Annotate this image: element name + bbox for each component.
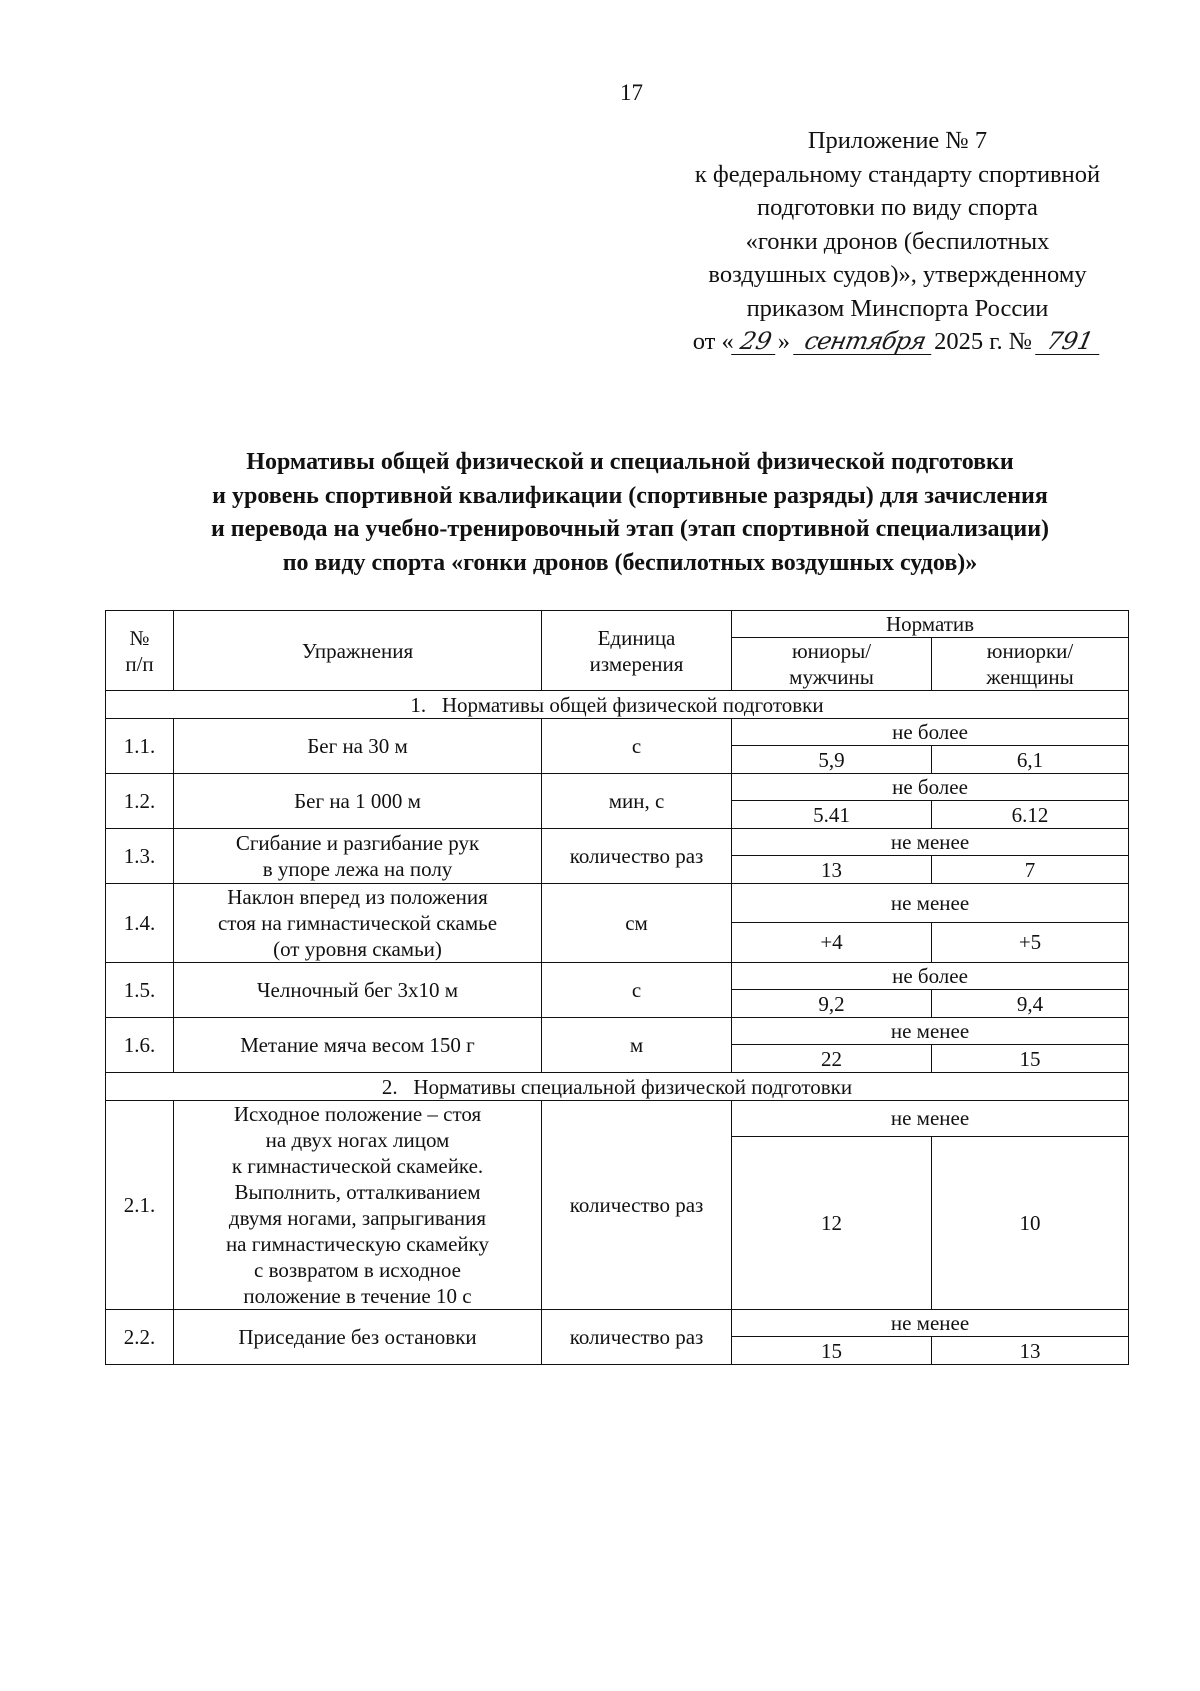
row-unit: см	[542, 884, 732, 963]
header-unit: Единица измерения	[542, 611, 732, 691]
title-line: по виду спорта «гонки дронов (беспилотных воздушных судов)»	[282, 549, 978, 576]
table-row	[106, 1018, 1129, 1045]
handwritten-month: сентября	[793, 328, 937, 355]
value-men: 5.41	[732, 801, 932, 829]
row-number: 1.3.	[106, 829, 174, 884]
row-unit: м	[542, 1018, 732, 1073]
handwritten-order-number: 791	[1035, 328, 1105, 355]
row-exercise: Бег на 1 000 м	[174, 774, 542, 829]
row-number: 1.2.	[106, 774, 174, 829]
row-exercise: Бег на 30 м	[174, 719, 542, 774]
row-unit: количество раз	[542, 829, 732, 884]
row-unit: количество раз	[542, 1101, 732, 1310]
table-row	[106, 1310, 1129, 1337]
value-women: 15	[932, 1045, 1129, 1073]
header-men: юниоры/ мужчины	[732, 638, 932, 691]
value-women: 6,1	[932, 746, 1129, 774]
row-exercise: Сгибание и разгибание рук в упоре лежа на полу	[174, 829, 542, 884]
value-women: 13	[932, 1337, 1129, 1365]
value-men: 13	[732, 856, 932, 884]
date-prefix: от «	[692, 328, 734, 355]
row-exercise: Приседание без остановки	[174, 1310, 542, 1365]
row-number: 1.6.	[106, 1018, 174, 1073]
value-women: 6.12	[932, 801, 1129, 829]
header-norm: Норматив	[732, 611, 1129, 638]
appendix-line: Приложение № 7	[807, 127, 988, 154]
appendix-line: к федеральному стандарту спортивной	[694, 160, 1101, 188]
row-exercise: Наклон вперед из положения стоя на гимнастической скамье (от уровня скамьи)	[174, 884, 542, 963]
row-exercise: Челночный бег 3х10 м	[174, 963, 542, 1018]
table-row	[106, 963, 1129, 990]
table-body	[106, 691, 1129, 1365]
table-header-row	[106, 611, 1129, 638]
document-title	[95, 446, 1165, 580]
value-men: 9,2	[732, 990, 932, 1018]
row-number: 1.1.	[106, 719, 174, 774]
value-men: 15	[732, 1337, 932, 1365]
value-women: +5	[932, 922, 1129, 962]
appendix-line: подготовки по виду спорта	[757, 194, 1038, 221]
row-condition: не более	[732, 719, 1129, 746]
value-men: +4	[732, 922, 932, 962]
row-number: 1.5.	[106, 963, 174, 1018]
section-title: 1. Нормативы общей физической подготовки	[106, 691, 1129, 719]
date-mid: »	[777, 328, 790, 355]
row-exercise: Исходное положение – стоя на двух ногах лицом к гимнастической скамейке. Выполнить, отталкиванием двумя ногами, запрыгивания на гимнастическую скамейку с возвратом в исходное положение в течение 10 с	[174, 1101, 542, 1310]
table-row	[106, 1101, 1129, 1137]
row-condition: не менее	[732, 1101, 1129, 1137]
value-women: 9,4	[932, 990, 1129, 1018]
table-row	[106, 829, 1129, 856]
title-line: и перевода на учебно-тренировочный этап (этап спортивной специализации)	[210, 516, 1050, 542]
row-condition: не менее	[732, 1018, 1129, 1045]
title-line: и уровень спортивной квалификации (спортивные разряды) для зачисления	[212, 482, 1048, 509]
row-number: 1.4.	[106, 884, 174, 963]
section-title: 2. Нормативы специальной физической подготовки	[106, 1073, 1129, 1101]
appendix-line: приказом Минспорта России	[746, 294, 1049, 322]
row-unit: количество раз	[542, 1310, 732, 1365]
value-men: 22	[732, 1045, 932, 1073]
row-unit: мин, с	[542, 774, 732, 829]
table-row	[106, 774, 1129, 801]
value-women: 7	[932, 856, 1129, 884]
row-condition: не более	[732, 774, 1129, 801]
title-line: Нормативы общей физической и специальной физической подготовки	[246, 449, 1014, 475]
row-condition: не более	[732, 963, 1129, 990]
value-men: 5,9	[732, 746, 932, 774]
row-unit: с	[542, 719, 732, 774]
value-men: 12	[732, 1136, 932, 1309]
header-exercise: Упражнения	[174, 611, 542, 691]
value-women: 10	[932, 1136, 1129, 1309]
header-women: юниорки/ женщины	[932, 638, 1129, 691]
table-row	[106, 884, 1129, 923]
row-condition: не менее	[732, 829, 1129, 856]
order-date-line	[660, 325, 1135, 359]
norms-table	[105, 610, 1129, 1365]
row-condition: не менее	[732, 1310, 1129, 1337]
section-row	[106, 691, 1129, 719]
header-num: № п/п	[106, 611, 174, 691]
row-number: 2.2.	[106, 1310, 174, 1365]
appendix-header	[660, 124, 1135, 359]
row-condition: не менее	[732, 884, 1129, 923]
date-year: 2025 г. №	[934, 328, 1033, 355]
table-row	[106, 719, 1129, 746]
row-number: 2.1.	[106, 1101, 174, 1310]
section-row	[106, 1073, 1129, 1101]
handwritten-day: 29	[731, 328, 781, 355]
row-unit: с	[542, 963, 732, 1018]
page-number: 17	[620, 80, 643, 105]
appendix-line: воздушных судов)», утвержденному	[708, 261, 1087, 288]
row-exercise: Метание мяча весом 150 г	[174, 1018, 542, 1073]
appendix-line: «гонки дронов (беспилотных	[745, 227, 1050, 255]
